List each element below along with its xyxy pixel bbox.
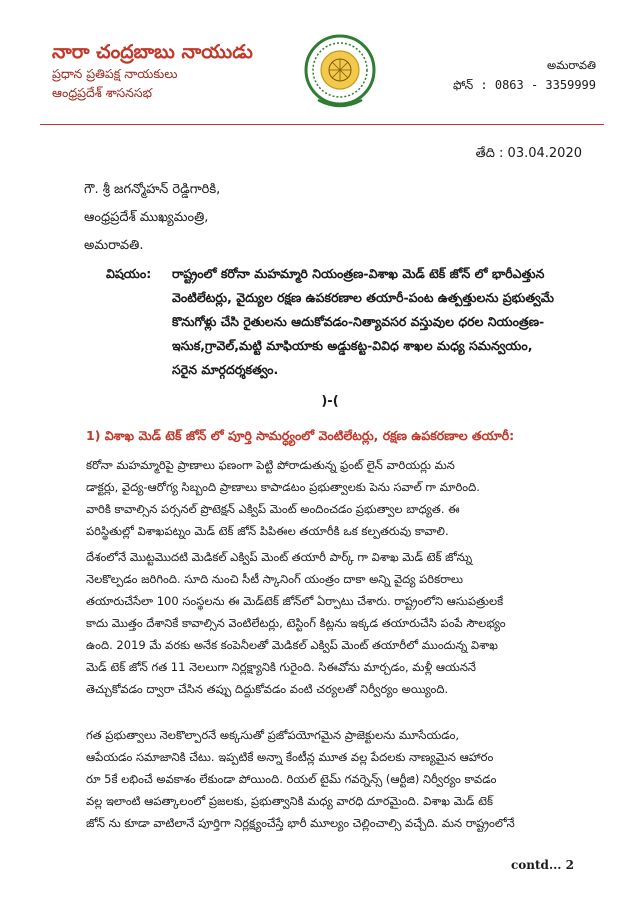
paragraph-line: జోన్ ను కూడా వాటిలానే పూర్తిగా నిర్లక్ష్యంచేస్తే భారీ మూల్యం చెల్లించాల్సి వచ్చేది. మన రాష్ట్రంలోనే — [86, 816, 515, 830]
letterhead-left — [52, 40, 292, 102]
paragraph-3 — [86, 724, 610, 834]
subject-line: వెంటిలేటర్లు, వైద్యుల రక్షణ ఉపకరణాల తయారీ-పంట ఉత్పత్తులను ప్రభుత్వమే — [172, 290, 554, 305]
address-line: అమరావతి. — [84, 238, 144, 253]
subject-line: సరైన మార్గదర్శకత్వం. — [172, 362, 279, 377]
state-emblem-icon — [300, 30, 380, 114]
city-label: అమరావతి — [547, 58, 596, 72]
paragraph-line: తెచ్చుకోవడం ద్వారా చేసిన తప్పు దిద్దుకోవడం వంటి చర్యలతో నిర్వీర్యం అయ్యింది. — [86, 682, 449, 696]
paragraph-line: డాక్టర్లు, వైద్య-ఆరోగ్య సిబ్బంది ప్రాణాలు కాపాడటం ప్రభుత్వాలకు పెను సవాల్ గా మారింది. — [86, 480, 480, 494]
sender-name: నారా చంద్రబాబు నాయుడు — [52, 41, 253, 63]
recipient-address — [84, 176, 584, 260]
paragraph-line: నెలకొల్పడం జరిగింది. సూది నుంచి సీటీ స్కానింగ్ యంత్రం దాకా అన్ని వైద్య పరికరాలు — [86, 572, 463, 586]
subject-line: ఇసుక,గ్రావెల్,మట్టి మాఫియాకు అడ్డుకట్ట-వివిధ శాఖల మధ్య సమన్వయం, — [172, 338, 533, 353]
subject-line: కొనుగోళ్లు చేసి రైతులను ఆదుకోవడం-నిత్యావసర వస్తువుల ధరల నియంత్రణ- — [172, 314, 545, 329]
paragraph-line: కరోనా మహమ్మారిపై ప్రాణాలు ఫణంగా పెట్టి పోరాడుతున్న ఫ్రంట్ లైన్ వారియర్లు మన — [86, 458, 455, 472]
section-separator: )-( — [321, 394, 339, 409]
paragraph-line: తయారుచేసేలా 100 సంస్థలను ఈ మెడ్‌టెక్ జోన్‌లో ఏర్పాటు చేశారు. రాష్ట్రంలోని ఆసుపత్రులకే — [86, 594, 504, 608]
paragraph-line: మెడ్ టెక్ జోన్ గత 11 నెలలుగా నిర్లక్ష్యానికి గురైంది. సిఈవోను మార్చడం, మళ్లీ ఆయననే — [86, 660, 476, 674]
letterhead-right — [396, 56, 596, 96]
paragraph-line: ఉంది. 2019 మే వరకు అనేక కంపెనీలతో మెడికల్ ఎక్విప్ మెంట్ తయారీలో ముందున్న విశాఖ — [86, 638, 498, 652]
paragraph-1 — [86, 454, 610, 542]
phone-number: ఫోన్ : 0863 - 3359999 — [452, 78, 596, 92]
sender-title: ప్రధాన ప్రతిపక్ష నాయకులు — [52, 66, 178, 81]
subject-line: రాష్ట్రంలో కరోనా మహమ్మారి నియంత్రణ-విశాఖ మెడ్ టెక్ జోన్ లో భారీఎత్తున — [172, 266, 545, 281]
paragraph-line: దేశంలోనే మొట్టమొదటి మెడికల్ ఎక్విప్ మెంట్ తయారీ పార్క్ గా విశాఖ మెడ్ టెక్ జోన్ను — [86, 550, 473, 564]
paragraph-line: గత ప్రభుత్వాలు నెలకొల్పారనే అక్కసుతో ప్రజోపయోగమైన ప్రాజెక్టులను మూసేయడం, — [86, 728, 460, 742]
section-heading: 1) విశాఖ మెడ్ టెక్ జోన్ లో పూర్తి సామర్ధ్యంలో వెంటిలేటర్లు, రక్షణ ఉపకరణాల తయారీ: — [86, 428, 515, 443]
paragraph-line: కాదు మొత్తం దేశానికే కావాల్సిన వెంటిలేటర్లు, టెస్టింగ్ కిట్లను ఇక్కడ తయారుచేసి పంపే సౌలభ్యం — [86, 616, 506, 630]
paragraph-line: రూ 5కే లభించే అవకాశం లేకుండా పోయింది. రియల్ టైమ్ గవర్నెన్స్ (ఆర్టీజి) నిర్వీర్యం కావడం — [86, 772, 497, 786]
subject-label: విషయం: — [106, 266, 152, 281]
paragraph-line: పరిస్థితుల్లో విశాఖపట్నం మెడ్ టెక్ జోన్ పిపిఈల తయారీకి ఒక కల్పతరువు కావాలి. — [86, 524, 449, 538]
paragraph-line: ఆపేయడం సమాజానికి చేటు. ఇప్పటికే అన్నా కేంటీన్ల మూత వల్ల పేదలకు నాణ్యమైన ఆహారం — [86, 750, 494, 764]
address-line: గౌ. శ్రీ జగన్మోహన్ రెడ్డిగారికి, — [84, 182, 221, 197]
subject-text — [172, 262, 602, 382]
paragraph-line: వల్ల ఇలాంటి ఆపత్కాలంలో ప్రజలకు, ప్రభుత్వానికి మధ్య వారధి దూరమైంది. విశాఖ మెడ్ టెక్ — [86, 794, 493, 808]
continued-note: contd... 2 — [510, 858, 574, 872]
letterhead-divider — [40, 124, 604, 125]
paragraph-2 — [86, 546, 610, 700]
address-line: ఆంధ్రప్రదేశ్ ముఖ్యమంత్రి, — [84, 210, 209, 225]
paragraph-line: వారికి కావాల్సిన పర్సనల్ ప్రొటెక్షన్ ఎక్విప్ మెంట్ అందించడం ప్రభుత్వాల బాధ్యత. ఈ — [86, 502, 460, 516]
letter-date: తేది : 03.04.2020 — [475, 146, 582, 161]
sender-assembly: ఆంధ్రప్రదేశ్ శాసనసభ — [52, 85, 153, 100]
